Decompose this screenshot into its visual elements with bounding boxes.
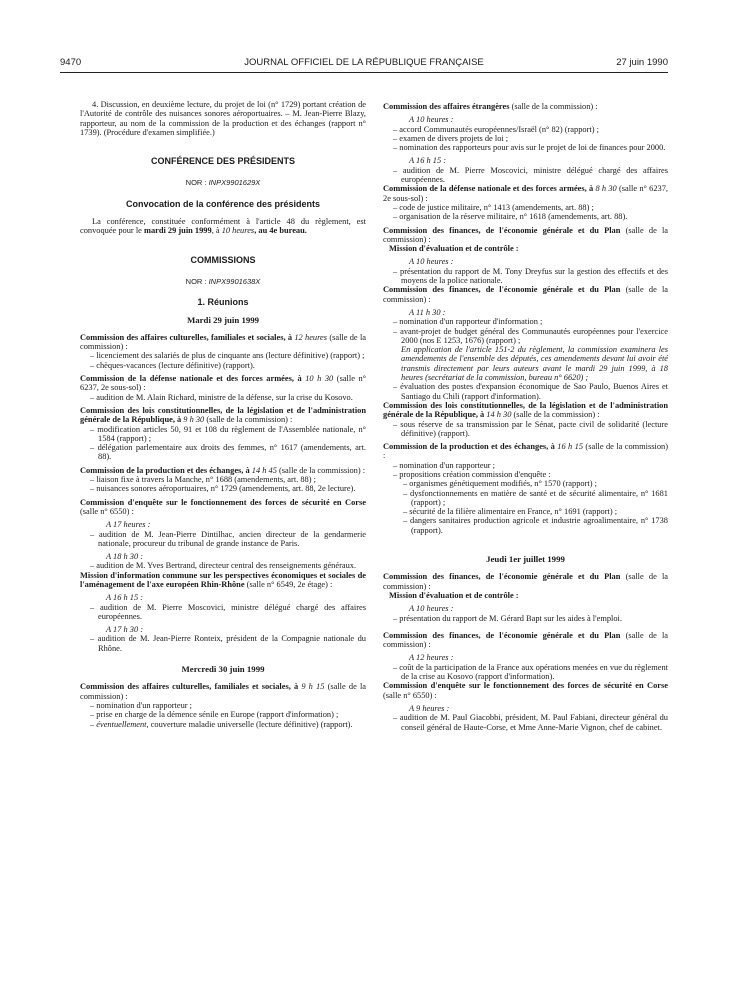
list-item: – chèques-vacances (lecture définitive) (rapport). <box>90 360 255 370</box>
day-heading-wednesday: Mercredi 30 juin 1999 <box>181 664 265 675</box>
list-item: – audition de M. Jean-Pierre Ronteix, président de la Compagnie nationale du Rhône. <box>90 634 366 653</box>
commission-heading: Commission des lois constitutionnelles, de la législation et de l'administration générale de la République, à 14 h 30 (salle de la commission) : <box>383 400 668 420</box>
session-time: A 12 heures : <box>409 653 454 663</box>
list-item: – sous réserve de sa transmission par le Sénat, pacte civil de solidarité (lecture définitive) (rapport). <box>393 419 668 438</box>
list-item: – présentation du rapport de M. Gérard Bapt sur les aides à l'emploi. <box>393 613 622 623</box>
day-heading-thursday: Jeudi 1er juillet 1999 <box>486 554 565 565</box>
commission-heading: Commission des finances, de l'économie générale et du Plan (salle de la commission) : <box>383 630 668 650</box>
commissions-title: COMMISSIONS <box>190 254 256 265</box>
commission-heading: Commission de la production et des échanges, à 14 h 45 (salle de la commission) : <box>80 465 366 475</box>
list-item: – audition de M. Jean-Pierre Dintilhac, ancien directeur de la gendarmerie nationale, procureur du tribunal de grande instance de Paris. <box>90 529 366 548</box>
commission-heading: Commission des finances, de l'économie générale et du Plan (salle de la commission) : <box>383 572 668 591</box>
sub-list-item: – sécurité de la filière alimentaire en France, n° 1691 (rapport) ; <box>403 507 618 517</box>
reunions-title: 1. Réunions <box>197 297 249 308</box>
list-item: – propositions création commission d'enquête : <box>393 469 551 479</box>
list-item: – liaison fixe à travers la Manche, n° 1688 (amendements, art. 88) ; <box>90 475 316 485</box>
list-item: – prise en charge de la démence sénile en Europe (rapport d'information) ; <box>90 710 339 720</box>
session-time: A 9 heures : <box>409 703 450 713</box>
conference-nor: NOR : INPX9901629X <box>185 178 261 188</box>
sub-list-item: – organismes génétiquement modifiés, n° 1570 (rapport) ; <box>403 479 597 489</box>
session-time: A 16 h 15 : <box>409 156 447 166</box>
list-item: – audition de M. Pierre Moscovici, ministre délégué chargé des affaires européennes. <box>393 165 668 185</box>
convocation-text: La conférence, constituée conformément à l'article 48 du règlement, est convoquée pour le mardi 29 juin 1999, à 10 heures, au 4e bureau. <box>80 217 366 236</box>
list-item: – audition de M. Paul Giacobbi, président, M. Paul Fabiani, directeur général du conseil général de Haute-Corse, et Mme Anne-Marie Vignon, chef de cabinet. <box>393 713 668 732</box>
list-item: – nomination d'un rapporteur ; <box>90 700 192 710</box>
convocation-title: Convocation de la conférence des présidents <box>125 198 321 209</box>
list-item: – audition de M. Pierre Moscovici, ministre délégué chargé des affaires européennes. <box>90 602 366 621</box>
list-item: – organisation de la réserve militaire, n° 1618 (amendements, art. 88). <box>393 212 628 222</box>
commission-heading: Commission des affaires étrangères (salle de la commission) : <box>383 102 598 111</box>
session-time: A 11 h 30 : <box>409 307 446 317</box>
session-time: A 17 h 30 : <box>106 625 144 635</box>
procedure-note: En application de l'article 151-2 du règlement, la commission examinera les amendements de l'ensemble des députés, ces amendements devant lui avoir été transmis directement par leurs auteurs avant le mardi 29 juin 1999, à 18 heures (secrétariat de la commission, bureau n° 6620) ; <box>401 345 668 383</box>
list-item: – nuisances sonores aéroportuaires, n° 1729 (amendements, art. 88, 2e lecture). <box>90 484 356 494</box>
session-time: A 18 h 30 : <box>106 552 144 562</box>
commission-heading: Mission d'information commune sur les perspectives économiques et sociales de l'aménagement de l'axe européen Rhin-Rhône (salle n° 6549, 2e étage) : <box>80 570 366 589</box>
commission-heading: Commission des affaires culturelles, familiales et sociales, à 9 h 15 (salle de la commission) : <box>80 682 367 701</box>
conference-title: CONFÉRENCE DES PRÉSIDENTS <box>150 156 296 167</box>
list-item: – code de justice militaire, n° 1413 (amendements, art. 88) ; <box>393 202 594 212</box>
list-item: – nomination d'un rapporteur ; <box>393 460 495 470</box>
page-header <box>60 57 668 69</box>
mission-subheading: Mission d'évaluation et de contrôle : <box>389 244 519 254</box>
list-item: – licenciement des salariés de plus de cinquante ans (lecture définitive) (rapport) ; <box>90 351 365 361</box>
commission-heading: Commission des finances, de l'économie générale et du Plan (salle de la commission) : <box>383 285 668 304</box>
commission-heading: Commission des finances, de l'économie générale et du Plan (salle de la commission) : <box>383 225 668 244</box>
session-time: A 17 heures : <box>106 520 151 530</box>
commission-heading: Commission de la défense nationale et des forces armées, à 10 h 30 (salle n° 6237, 2e sous-sol) : <box>80 374 366 393</box>
list-item: – avant-projet de budget général des Communautés européennes pour l'exercice 2000 (nos E 1253, 1676) (rapport) ; <box>393 326 668 345</box>
day-heading-tuesday: Mardi 29 juin 1999 <box>186 314 260 325</box>
commission-heading: Commission de la production et des échanges, à 16 h 15 (salle de la commission) : <box>383 442 668 461</box>
journal-title: JOURNAL OFFICIEL DE LA RÉPUBLIQUE FRANÇAISE <box>244 57 484 68</box>
commission-heading: Commission de la défense nationale et des forces armées, à 8 h 30 (salle n° 6237, 2e sous-sol) : <box>383 184 668 203</box>
list-item: – éventuellement, couverture maladie universelle (lecture définitive) (rapport). <box>90 719 353 729</box>
list-item: – délégation parlementaire aux droits des femmes, n° 1617 (amendements, art. 88). <box>90 443 366 462</box>
session-time: A 10 heures : <box>409 604 454 614</box>
agenda-item-4: 4. Discussion, en deuxième lecture, du projet de loi (n° 1729) portant création de l'Autorité de contrôle des nuisances sonores aéroportuaires. – M. Jean-Pierre Blazy, rapporteur, au nom de la commission de la production et des échanges (rapport n° 1739). (Procédure d'examen simplifiée.) <box>80 100 366 137</box>
commission-heading: Commission des affaires culturelles, familiales et sociales, à 12 heures (salle de la commission) : <box>80 332 366 352</box>
list-item: – examen de divers projets de loi ; <box>393 133 509 143</box>
list-item: – audition de M. Yves Bertrand, directeur central des renseignements généraux. <box>90 561 357 571</box>
page-number: 9470 <box>60 57 82 68</box>
right-column <box>383 102 668 732</box>
header-rule <box>60 72 668 73</box>
issue-date: 27 juin 1990 <box>616 57 668 68</box>
commission-heading: Commission des lois constitutionnelles, de la législation et de l'administration générale de la République, à 9 h 30 (salle de la commission) : <box>80 405 366 425</box>
list-item: – coût de la participation de la France aux opérations menées en vue du règlement de la crise au Kosovo (rapport d'information). <box>393 662 668 682</box>
session-time: A 10 heures : <box>409 115 454 125</box>
list-item: – nomination des rapporteurs pour avis sur le projet de loi de finances pour 2000. <box>393 143 666 153</box>
sub-list-item: – dysfonctionnements en matière de santé et de sécurité alimentaire, n° 1681 (rapport) ; <box>403 488 668 507</box>
commission-heading: Commission d'enquête sur le fonctionnement des forces de sécurité en Corse (salle n° 6550) : <box>383 681 668 700</box>
sub-list-item: – dangers sanitaires production agricole et industrie agroalimentaire, n° 1738 (rapport). <box>403 516 668 535</box>
list-item: – présentation du rapport de M. Tony Dreyfus sur la gestion des effectifs et des moyens de la police nationale. <box>393 266 668 286</box>
commissions-nor: NOR : INPX9901638X <box>185 276 261 286</box>
list-item: – modification articles 50, 91 et 108 du règlement de l'Assemblée nationale, n° 1584 (rapport) ; <box>90 424 366 443</box>
mission-subheading: Mission d'évaluation et de contrôle : <box>389 590 519 600</box>
commission-heading: Commission d'enquête sur le fonctionnement des forces de sécurité en Corse (salle n° 6550) : <box>80 497 366 516</box>
list-item: – accord Communautés européennes/Israël (n° 82) (rapport) ; <box>393 124 599 134</box>
left-column <box>80 100 366 729</box>
list-item: – audition de M. Alain Richard, ministre de la défense, sur la crise du Kosovo. <box>90 392 353 402</box>
list-item: – évaluation des postes d'expansion économique de Sao Paulo, Buenos Aires et Santiago du Chili (rapport d'information). <box>393 382 668 401</box>
list-item: – nomination d'un rapporteur d'information ; <box>393 317 543 327</box>
session-time: A 10 heures : <box>409 257 454 267</box>
session-time: A 16 h 15 : <box>106 593 144 603</box>
